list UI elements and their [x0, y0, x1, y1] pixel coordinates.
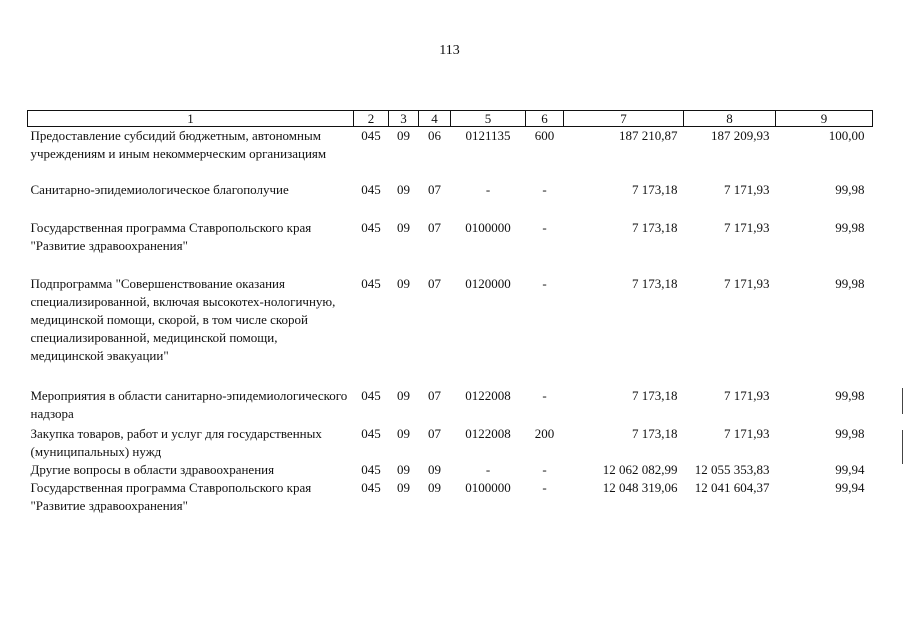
cell-expense-type: - [542, 275, 547, 291]
cell-planned: 7 173,18 [632, 387, 678, 403]
cell-target-article: 0100000 [465, 219, 511, 235]
table-row [28, 461, 873, 479]
cell-executed: 7 171,93 [724, 181, 770, 197]
row-name: Санитарно-эпидемиологическое благополучие [30, 181, 289, 197]
cell-subsection: 07 [428, 219, 441, 235]
row-name: Государственная программа Ставропольского края "Развитие здравоохранения" [30, 219, 312, 253]
cell-target-article: 0122008 [465, 387, 511, 403]
cell-percent: 99,98 [835, 425, 865, 441]
cell-percent: 99,94 [835, 461, 865, 477]
table-row [28, 425, 873, 461]
cell-percent: 99,98 [835, 275, 865, 291]
cell-planned: 12 048 319,06 [602, 479, 678, 495]
cell-ministry-code: 045 [361, 461, 381, 477]
cell-expense-type: 200 [534, 425, 555, 441]
header-col-7: 7 [564, 111, 684, 127]
header-col-1: 1 [28, 111, 354, 127]
cell-subsection: 09 [428, 479, 441, 495]
cell-percent: 99,98 [835, 219, 865, 235]
row-name: Закупка товаров, работ и услуг для государственных (муниципальных) нужд [30, 425, 322, 459]
cell-target-article: 0122008 [465, 425, 511, 441]
cell-subsection: 06 [428, 128, 441, 143]
cell-subsection: 07 [428, 181, 441, 197]
cell-section: 09 [397, 219, 410, 235]
scan-edge-mark [902, 388, 903, 414]
table-row [28, 181, 873, 219]
cell-planned: 12 062 082,99 [602, 461, 678, 477]
cell-ministry-code: 045 [361, 219, 381, 235]
cell-target-article: 0121135 [465, 128, 511, 143]
cell-section: 09 [397, 479, 410, 495]
cell-target-article: 0100000 [465, 479, 511, 495]
cell-ministry-code: 045 [361, 387, 381, 403]
header-col-9: 9 [776, 111, 873, 127]
header-col-8: 8 [684, 111, 776, 127]
cell-expense-type: - [542, 461, 547, 477]
table-row [28, 127, 873, 181]
header-row [28, 111, 873, 127]
cell-ministry-code: 045 [361, 425, 381, 441]
cell-percent: 100,00 [828, 128, 865, 143]
cell-target-article: - [485, 181, 491, 197]
header-col-3: 3 [389, 111, 419, 127]
cell-section: 09 [397, 275, 410, 291]
cell-expense-type: - [542, 387, 547, 403]
cell-percent: 99,98 [835, 181, 865, 197]
header-col-6: 6 [526, 111, 564, 127]
cell-subsection: 07 [428, 387, 441, 403]
cell-subsection: 07 [428, 425, 441, 441]
header-col-5: 5 [451, 111, 526, 127]
cell-executed: 7 171,93 [724, 275, 770, 291]
table-header [28, 111, 873, 127]
cell-executed: 12 041 604,37 [694, 479, 770, 495]
table-row [28, 275, 873, 387]
budget-table [27, 110, 873, 515]
cell-planned: 7 173,18 [632, 219, 678, 235]
cell-section: 09 [397, 128, 410, 143]
cell-ministry-code: 045 [361, 479, 381, 495]
cell-expense-type: - [542, 219, 547, 235]
cell-percent: 99,98 [835, 387, 865, 403]
row-name: Другие вопросы в области здравоохранения [30, 461, 275, 477]
cell-section: 09 [397, 387, 410, 403]
cell-section: 09 [397, 425, 410, 441]
cell-target-article: 0120000 [465, 275, 511, 291]
cell-expense-type: - [542, 181, 547, 197]
cell-subsection: 07 [428, 275, 441, 291]
cell-expense-type: 600 [534, 128, 555, 143]
cell-planned: 7 173,18 [632, 275, 678, 291]
header-col-2: 2 [354, 111, 389, 127]
cell-executed: 7 171,93 [724, 219, 770, 235]
cell-executed: 7 171,93 [724, 425, 770, 441]
table-row [28, 219, 873, 275]
cell-planned: 187 210,87 [619, 128, 678, 143]
cell-executed: 187 209,93 [711, 128, 770, 143]
table-row [28, 387, 873, 425]
row-name: Подпрограмма "Совершенствование оказания специализированной, включая высокотех-нологичную, медицинской помощи, скорой, в том числе скорой специализированной, медицинской помощи, медицинской эвакуации" [30, 275, 336, 363]
cell-expense-type: - [542, 479, 547, 495]
page-number: 113 [439, 43, 460, 58]
cell-planned: 7 173,18 [632, 425, 678, 441]
header-col-4: 4 [419, 111, 451, 127]
cell-section: 09 [397, 461, 410, 477]
table-row [28, 479, 873, 515]
row-name: Государственная программа Ставропольского края "Развитие здравоохранения" [30, 479, 312, 513]
cell-ministry-code: 045 [361, 128, 381, 143]
cell-executed: 7 171,93 [724, 387, 770, 403]
row-name: Мероприятия в области санитарно-эпидемиологического надзора [30, 387, 348, 421]
cell-ministry-code: 045 [361, 181, 381, 197]
cell-percent: 99,94 [835, 479, 865, 495]
cell-target-article: - [485, 461, 491, 477]
cell-executed: 12 055 353,83 [694, 461, 770, 477]
row-name: Предоставление субсидий бюджетным, автономным учреждениям и иным некоммерческим организациям [30, 128, 327, 161]
cell-subsection: 09 [428, 461, 441, 477]
cell-ministry-code: 045 [361, 275, 381, 291]
table-body [28, 127, 873, 515]
cell-planned: 7 173,18 [632, 181, 678, 197]
scan-edge-mark [902, 430, 903, 464]
cell-section: 09 [397, 181, 410, 197]
